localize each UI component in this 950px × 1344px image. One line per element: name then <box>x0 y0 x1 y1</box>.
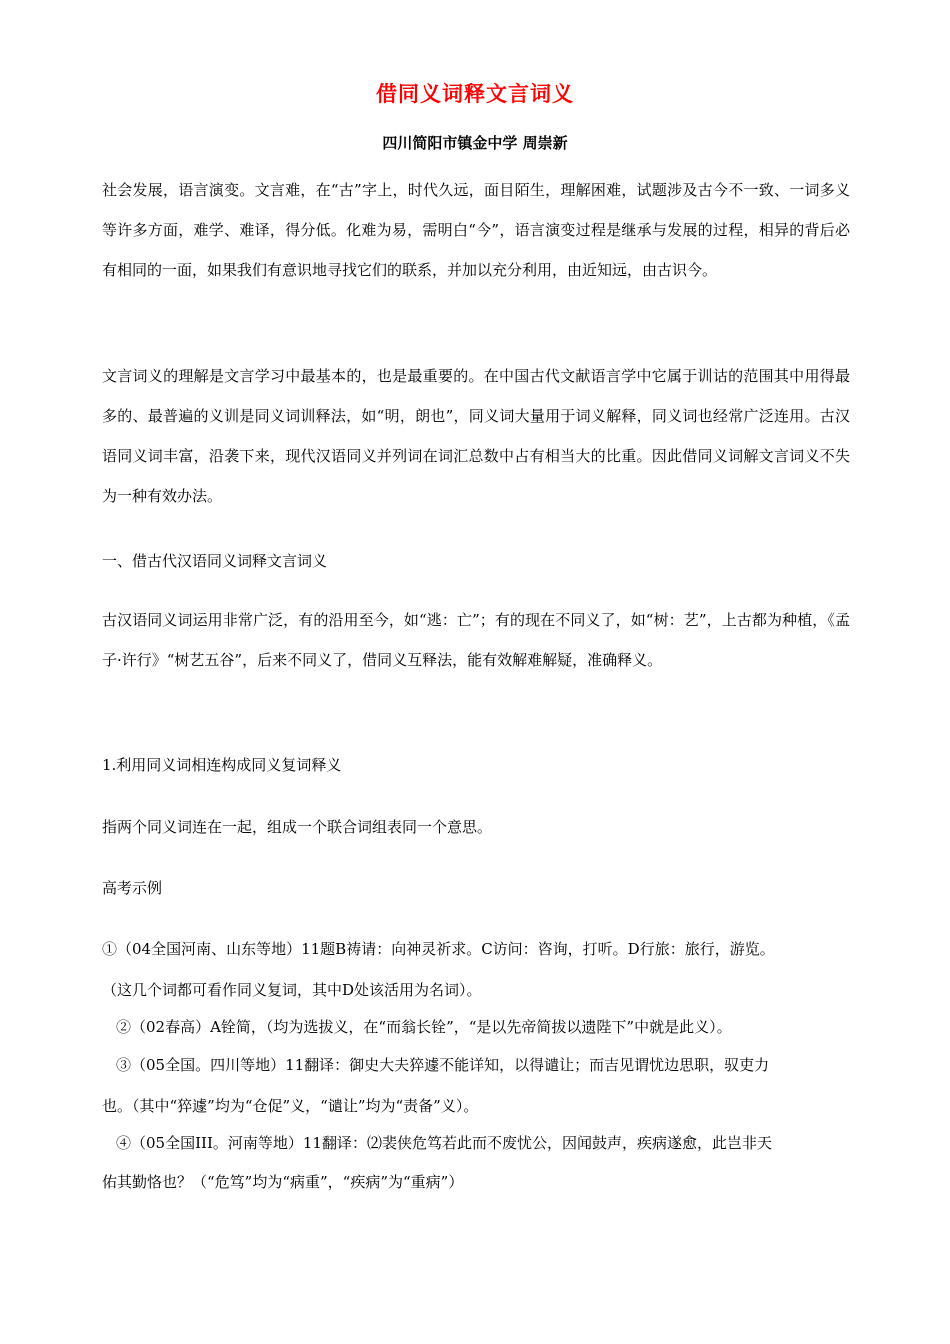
author-line: 四川简阳市镇金中学 周崇新 <box>382 134 568 152</box>
subsection-heading-1: 1.利用同义词相连构成同义复词释义 <box>102 756 342 774</box>
example-2: ②（02春高）A铨简，（均为选拔义，在“而翁长铨”，“是以先帝简拔以遗陛下”中就是此义）。 <box>116 1018 732 1036</box>
example-4-line-1: ④（05全国III。河南等地）11翻译：⑵裴侠危笃若此而不废忧公，因闻鼓声，疾病遂愈，此岂非天 <box>116 1134 772 1152</box>
examples-heading: 高考示例 <box>102 879 163 897</box>
paragraph-ancient-synonyms: 古汉语同义词运用非常广泛，有的沿用至今，如“逃：亡”；有的现在不同义了，如“树：艺”，上古都为种植，《孟子·许行》“树艺五谷”，后来不同义了，借同义互释法，能有效解难解疑，准确释义。 <box>102 611 850 669</box>
page-title: 借同义词释文言词义 <box>376 82 574 106</box>
example-4-line-2: 佑其勤恪也？（“危笃”均为“病重”，“疾病”为“重病”） <box>102 1173 464 1191</box>
example-3-line-2: 也。（其中“猝遽”均为“仓促”义，“谴让”均为“责备”义）。 <box>102 1097 479 1115</box>
paragraph-definition: 指两个同义词连在一起，组成一个联合词组表同一个意思。 <box>102 818 493 836</box>
example-3-line-1: ③（05全国。四川等地）11翻译：御史大夫猝遽不能详知，以得谴让；而吉见谓忧边思职，驭吏力 <box>116 1056 770 1074</box>
example-1-line-2: （这几个词都可看作同义复词，其中D处该活用为名词）。 <box>102 981 482 999</box>
example-1-line-1: ①（04全国河南、山东等地）11题B祷请：向神灵祈求。C访问：咨询，打听。D行旅：旅行，游览。 <box>102 940 775 958</box>
section-heading-1: 一、借古代汉语同义词释文言词义 <box>102 552 328 570</box>
paragraph-intro: 社会发展，语言演变。文言难，在“古”字上，时代久远，面目陌生，理解困难，试题涉及古今不一致、一词多义等许多方面，难学、难译，得分低。化难为易，需明白“今”，语言演变过程是继承与发展的过程，相异的背后必有相同的一面，如果我们有意识地寻找它们的联系，并加以充分利用，由近知远，由古识今。 <box>102 181 850 279</box>
paragraph-lexical-meaning: 文言词义的理解是文言学习中最基本的，也是最重要的。在中国古代文献语言学中它属于训诂的范围其中用得最多的、最普遍的义训是同义词训释法，如“明，朗也”，同义词大量用于词义解释，同义词也经常广泛连用。古汉语同义词丰富，沿袭下来，现代汉语同义并列词在词汇总数中占有相当大的比重。因此借同义词解文言词义不失为一种有效办法。 <box>102 367 850 505</box>
